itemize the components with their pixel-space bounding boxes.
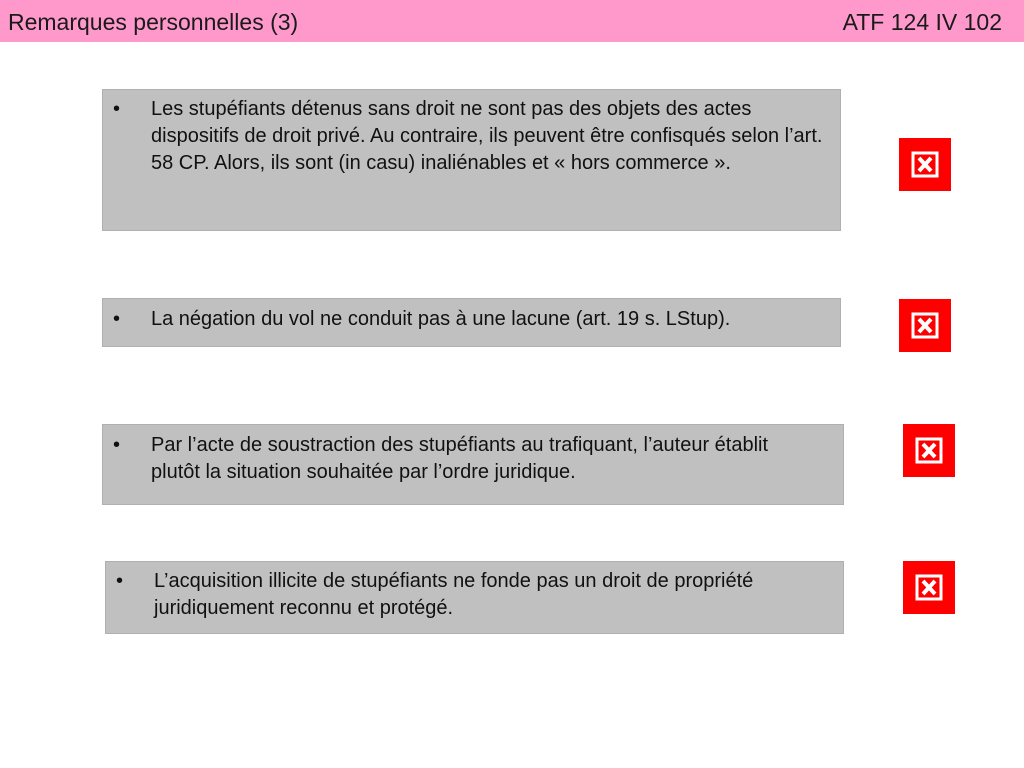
x-box-glyph [915,437,943,464]
x-box-icon [903,424,955,477]
case-reference: ATF 124 IV 102 [842,9,1002,35]
x-box-glyph [911,312,939,339]
x-box-icon [903,561,955,614]
bullet-marker: • [113,98,121,120]
bullet-marker: • [113,434,121,456]
bullet-marker: • [113,308,121,330]
remark-text-1: Les stupéfiants détenus sans droit ne sont pas des objets des actes dispositifs de droit privé. Au contraire, ils peuvent être confisqués selon l’art. 58 CP. Alors, ils sont (in casu) inaliénables et « hors commerce ». [151,98,823,174]
remark-box-3 [102,424,844,505]
remark-box-4 [105,561,844,634]
x-box-icon [899,299,951,352]
remark-text-2: La négation du vol ne conduit pas à une lacune (art. 19 s. LStup). [151,308,731,330]
x-box-icon [899,138,951,191]
remark-text-4: L’acquisition illicite de stupéfiants ne fonde pas un droit de propriété juridiquement reconnu et protégé. [154,570,754,619]
x-box-glyph [915,574,943,601]
remark-box-2 [102,298,841,347]
x-box-glyph [911,151,939,178]
bullet-marker: • [116,570,124,592]
remark-text-3: Par l’acte de soustraction des stupéfiants au trafiquant, l’auteur établit plutôt la situation souhaitée par l’ordre juridique. [151,434,769,483]
header-bar [0,0,1024,42]
remark-box-1 [102,89,841,231]
page-title: Remarques personnelles (3) [8,9,299,35]
